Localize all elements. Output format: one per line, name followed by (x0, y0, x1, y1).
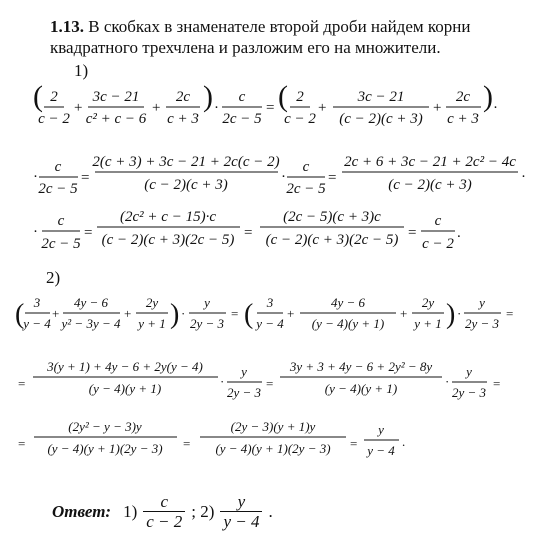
step-2-label: 2) (46, 268, 61, 287)
frac-num: 3c − 21 (357, 89, 405, 105)
frac-den: 2y − 3 (189, 316, 225, 331)
frac-num: c (160, 492, 169, 511)
equation-line-4 (15, 295, 513, 331)
period: . (402, 434, 406, 449)
frac-den: 2c − 5 (41, 236, 81, 252)
dot-operator: · (445, 374, 450, 389)
answer (52, 492, 273, 531)
frac-num: 4y − 6 (330, 295, 366, 310)
frac-num: 3(y + 1) + 4y − 6 + 2y(y − 4) (47, 359, 203, 374)
frac-den: (c − 2)(c + 3) (388, 177, 472, 193)
open-paren: ( (33, 80, 43, 113)
plus-sign: + (318, 100, 327, 116)
equals-sign: = (18, 436, 26, 451)
frac-den: c + 3 (447, 111, 479, 127)
frac-den: (y − 4)(y + 1)(2y − 3) (47, 441, 163, 456)
dot-operator: · (521, 169, 526, 185)
frac-num: 2(c + 3) + 3c − 21 + 2c(c − 2) (92, 154, 280, 170)
equation-line-3 (33, 209, 461, 252)
equation-line-2 (33, 154, 526, 197)
dot-operator: · (457, 306, 462, 321)
frac-den: 2y − 3 (451, 385, 487, 400)
period: . (457, 225, 461, 241)
equals-sign: = (81, 170, 90, 186)
answer-period: . (268, 501, 273, 521)
frac-num: (2y² − y − 3)y (68, 419, 142, 434)
frac-num: c (302, 159, 310, 175)
equals-sign: = (350, 436, 358, 451)
frac-num: c (57, 213, 65, 229)
frac-num: y (466, 364, 472, 379)
equation-line-1 (33, 80, 498, 127)
frac-num: 3y + 3 + 4y − 6 + 2y² − 8y (289, 359, 433, 374)
frac-den: y − 4 (367, 443, 395, 458)
frac-num: 3 (33, 295, 41, 310)
frac-num: (2c − 5)(c + 3)c (283, 209, 381, 225)
dot-operator: · (33, 169, 38, 185)
answer-label: Ответ: (52, 501, 112, 521)
frac-den: c + 3 (167, 111, 199, 127)
frac-num: 3c − 21 (92, 89, 140, 105)
frac-num: y (204, 295, 210, 310)
frac-num: 2y (421, 295, 435, 310)
plus-sign: + (124, 306, 132, 321)
frac-den: y² − 3y − 4 (61, 316, 121, 331)
frac-den: (y − 4)(y + 1)(2y − 3) (215, 441, 331, 456)
frac-den: 2c − 5 (38, 181, 78, 197)
step-1-label: 1) (74, 61, 89, 80)
problem-text: В скобках в знаменателе второй дроби найдем корни квадратного трехчлена и разложим его на множители. (50, 17, 471, 57)
plus-sign: + (287, 306, 295, 321)
frac-den: 2y − 3 (464, 316, 500, 331)
answer-part-2-label: ; 2) (191, 501, 215, 521)
frac-den: (c − 2)(c + 3) (144, 177, 228, 193)
close-paren: ) (483, 80, 493, 113)
dot-operator: · (214, 100, 219, 116)
frac-den: (c − 2)(c + 3)(2c − 5) (101, 232, 235, 248)
dot-operator: · (281, 169, 286, 185)
frac-num: c (238, 89, 246, 105)
equals-sign: = (493, 376, 501, 391)
answer-part-1-label: 1) (123, 501, 138, 521)
plus-sign: + (152, 100, 161, 116)
equals-sign: = (266, 100, 275, 116)
frac-num: 2c + 6 + 3c − 21 + 2c² − 4c (344, 154, 516, 170)
frac-den: (y − 4)(y + 1) (88, 381, 162, 396)
frac-den: c − 2 (422, 236, 454, 252)
frac-num: y (378, 422, 384, 437)
close-paren: ) (203, 80, 213, 113)
equals-sign: = (266, 376, 274, 391)
frac-num: 2 (50, 89, 58, 105)
frac-num: (2y − 3)(y + 1)y (230, 419, 316, 434)
frac-num: 2c (455, 89, 471, 105)
equation-line-5 (18, 359, 500, 400)
equals-sign: = (244, 225, 253, 241)
frac-den: c − 2 (284, 111, 316, 127)
close-paren: ) (446, 299, 456, 330)
equation-line-6 (18, 419, 405, 458)
frac-den: y − 4 (23, 316, 51, 331)
frac-den: c² + c − 6 (85, 111, 147, 127)
answer-fraction-2 (220, 492, 262, 531)
frac-num: c (54, 159, 62, 175)
open-paren: ( (15, 299, 25, 330)
frac-num: (2c² + c − 15)·c (120, 209, 216, 225)
frac-num: 4y − 6 (73, 295, 109, 310)
close-paren: ) (170, 299, 180, 330)
frac-num: c (434, 213, 442, 229)
frac-den: c − 2 (38, 111, 70, 127)
problem-number: 1.13. (50, 17, 84, 36)
frac-den: y − 4 (220, 511, 262, 531)
frac-den: 2y − 3 (226, 385, 262, 400)
frac-den: c − 2 (143, 511, 185, 531)
frac-den: (c − 2)(c + 3) (339, 111, 423, 127)
dot-operator: · (220, 374, 225, 389)
frac-num: 2 (296, 89, 304, 105)
dot-operator: · (493, 100, 498, 116)
frac-den: (c − 2)(c + 3)(2c − 5) (265, 232, 399, 248)
plus-sign: + (74, 100, 83, 116)
answer-fraction-1 (143, 492, 185, 531)
frac-den: 2c − 5 (286, 181, 326, 197)
frac-den: 2c − 5 (222, 111, 262, 127)
open-paren: ( (244, 299, 254, 330)
plus-sign: + (433, 100, 442, 116)
frac-num: 2c (175, 89, 191, 105)
equals-sign: = (18, 376, 26, 391)
frac-den: y + 1 (414, 316, 442, 331)
frac-num: 2y (145, 295, 159, 310)
frac-num: y (241, 364, 247, 379)
frac-den: y + 1 (138, 316, 166, 331)
frac-den: y − 4 (256, 316, 284, 331)
frac-num: y (237, 492, 246, 511)
equals-sign: = (84, 225, 93, 241)
frac-num: y (479, 295, 485, 310)
frac-num: 3 (266, 295, 274, 310)
equals-sign: = (183, 436, 191, 451)
open-paren: ( (278, 80, 288, 113)
equals-sign: = (408, 225, 417, 241)
equals-sign: = (506, 306, 514, 321)
frac-den: (y − 4)(y + 1) (324, 381, 398, 396)
plus-sign: + (52, 306, 60, 321)
frac-den: (y − 4)(y + 1) (311, 316, 385, 331)
dot-operator: · (33, 224, 38, 240)
equals-sign: = (328, 170, 337, 186)
dot-operator: · (181, 306, 186, 321)
plus-sign: + (400, 306, 408, 321)
equals-sign: = (231, 306, 239, 321)
